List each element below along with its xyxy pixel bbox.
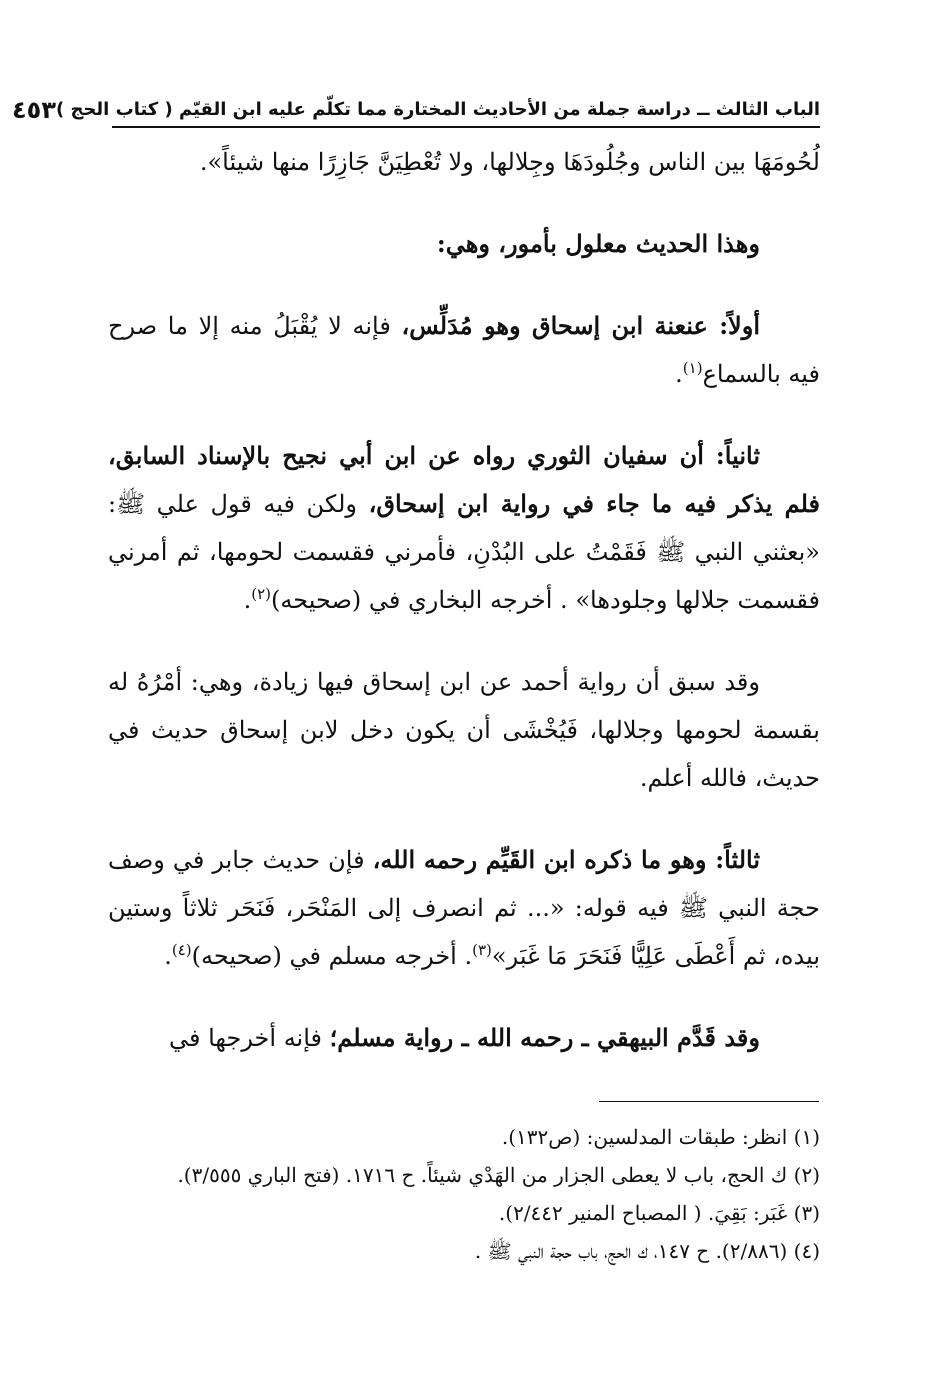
paragraph-lead: وقد قَدَّم البيهقي ـ رحمه الله ـ رواية مسلم؛ <box>329 1023 760 1052</box>
paragraph-intro-heading <box>108 220 820 268</box>
paragraph-text: وقد سبق أن رواية أحمد عن ابن إسحاق فيها زيادة، وهي: أمْرُهُ له بقسمة لحومها وجلالها، فَيُخْشَى أن يكون دخل لابن إسحاق حديث في حديث، فالله أعلم. <box>108 668 820 792</box>
paragraph-text: فإنه لا يُقْبَلُ منه إلا ما صرح فيه بالسماع <box>108 312 820 388</box>
footnote-ref[interactable]: (٤) <box>171 941 192 959</box>
footnote-ref[interactable]: (٢) <box>251 585 272 603</box>
footnote-item: (٣) غَبَر: بَقِيَ. ( المصباح المنير ٢/٤٤٢). <box>498 1201 820 1225</box>
footnote-ref[interactable]: (١) <box>682 359 703 377</box>
footnote-divider <box>599 1101 819 1102</box>
footnote-item: (٢) ك الحج، باب لا يعطى الجزار من الهَدْي شيئاً. ح ١٧١٦. (فتح الباري ٣/٥٥٥). <box>177 1163 820 1187</box>
running-header <box>12 84 820 128</box>
paragraph-ahmad-note <box>108 658 820 802</box>
paragraph-text: فإنه أخرجها في <box>169 1024 330 1052</box>
paragraph-text: وهذا الحديث معلول بأمور، وهي: <box>436 229 760 258</box>
paragraph-end: . <box>243 586 252 614</box>
footnotes-section <box>108 1118 820 1270</box>
paragraph-text: لُحُومَهَا بين الناس وجُلُودَهَا وجِلالها، ولا تُعْطِيَنَّ جَازِرًا منها شيئاً». <box>199 148 820 176</box>
paragraph-text: فإن حديث جابر في وصف حجة النبي ﷺ فيه قوله: «... ثم انصرف إلى المَنْحَر، فَنَحَر ثلاثاً وستين بيده، ثم أَعْطَى عَلِيًّا فَنَحَرَ مَا غَبَر» <box>108 846 820 970</box>
paragraph-bayhaqi <box>108 1014 820 1062</box>
paragraph-lead: ثالثاً: وهو ما ذكره ابن القَيِّم رحمه الله، <box>372 845 761 874</box>
footnote-item: (١) انظر: طبقات المدلسين: (ص١٣٢). <box>501 1125 820 1149</box>
paragraph-continuation <box>108 138 820 186</box>
paragraph-text: ولكن فيه قول علي ﷺ: «بعثني النبي ﷺ فَقَمْتُ على البُدْنِ، فأمرني فقسمت لحومها، ثم أمرني فقسمت جلالها وجلودها» . أخرجه البخاري في (صحيحه) <box>108 490 820 614</box>
paragraph-end: . <box>164 942 172 970</box>
paragraph-first-reason <box>108 302 820 398</box>
chapter-title: الباب الثالث ــ دراسة جملة من الأحاديث المختارة مما تكلّم عليه ابن القيّم ( كتاب الحج ) <box>55 99 820 120</box>
paragraph-lead: ثانياً: أن سفيان الثوري رواه عن ابن أبي نجيح بالإسناد السابق، فلم يذكر فيه ما جاء في رواية ابن إسحاق، <box>108 441 820 518</box>
page-number: ٤٥٣ <box>12 96 56 124</box>
main-text <box>108 138 820 1062</box>
paragraph-text: . أخرجه مسلم في (صحيحه) <box>191 942 473 970</box>
paragraph-second-reason <box>108 432 820 624</box>
paragraph-third-reason <box>108 836 820 980</box>
paragraph-lead: أولاً: عنعنة ابن إسحاق وهو مُدَلِّس، <box>401 311 760 340</box>
footnote-item: (٤) (٢/٨٨٦). ح ١٤٧، ك الحج، باب حجة النبي ﷺ . <box>474 1239 820 1263</box>
footnote-ref[interactable]: (٣) <box>472 941 492 959</box>
paragraph-end: . <box>675 360 683 388</box>
